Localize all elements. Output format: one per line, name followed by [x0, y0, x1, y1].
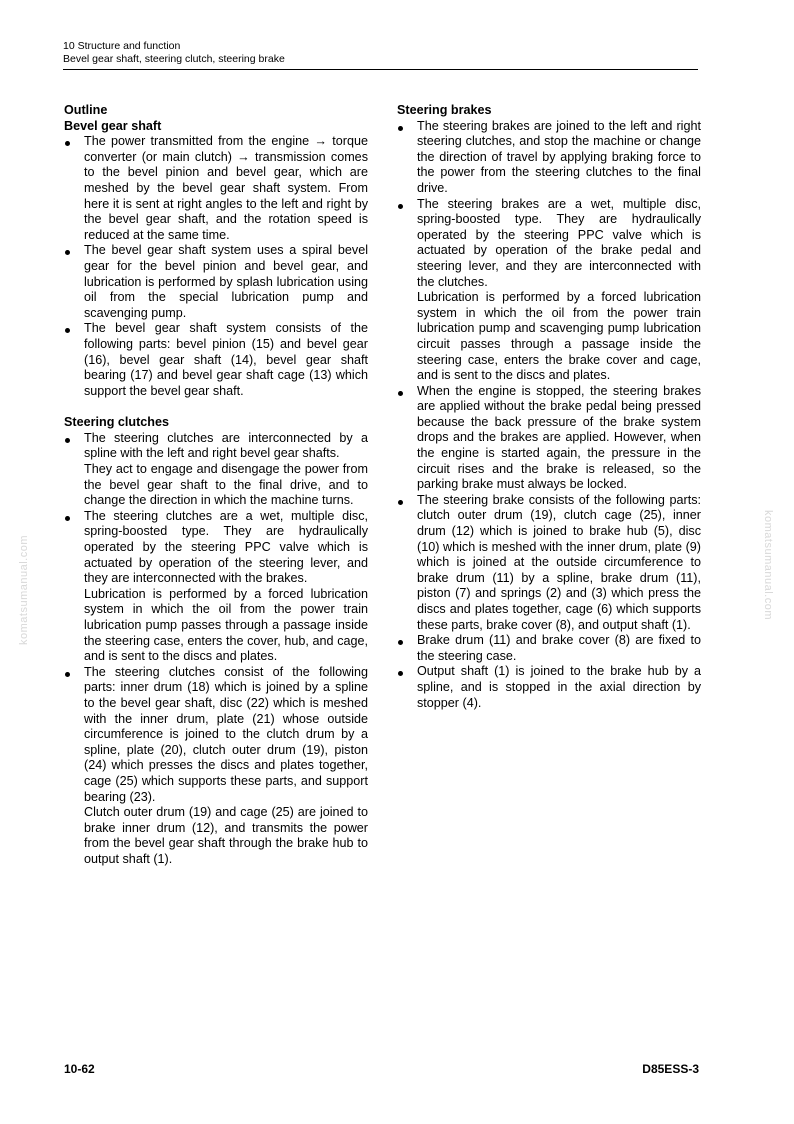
- list-item: Brake drum (11) and brake cover (8) are fixed to the steering case.: [397, 633, 701, 664]
- list-item: When the engine is stopped, the steering brakes are applied without the brake pedal being pressed because the back pressure of the brake system drops and the brakes are applied. However, when the engine is started again, the pressure in the circuit rises and the brake is released, so the parking brake must always be locked.: [397, 384, 701, 493]
- watermark-left: komatsumanual.com: [18, 535, 30, 645]
- list-item: Output shaft (1) is joined to the brake hub by a spline, and is stopped in the axial direction by stopper (4).: [397, 664, 701, 711]
- bevel-gear-shaft-heading: Bevel gear shaft: [64, 118, 162, 133]
- steering-clutches-list: [64, 431, 368, 868]
- header-section-title: 10 Structure and function: [63, 40, 181, 52]
- list-item: The bevel gear shaft system consists of the following parts: bevel pinion (15) and bevel gear (16), bevel gear shaft (14), bevel gear shaft bearing (17) and bevel gear shaft cage (13) which support the bevel gear shaft.: [64, 321, 368, 399]
- list-item: The steering clutches are a wet, multiple disc, spring-boosted type. They are hydraulically operated by the steering PPC valve which is actuated by operation of the steering lever, and they are interconnected with the brakes. Lubrication is performed by a forced lubrication system in which the oil from the power train lubrication pump passes through a passage inside the steering case, enters the cover, hub, and cage, and is sent to the discs and plates.: [64, 509, 368, 665]
- steering-brakes-list: [397, 119, 701, 712]
- list-item: The steering clutches consist of the following parts: inner drum (18) which is joined by a spline to the bevel gear shaft, disc (22) which is meshed with the inner drum, plate (21) whose outside circumference is joined to the clutch drum by a spline, plate (20), clutch outer drum (19), piston (24) which presses the discs and plates together, cage (25) which supports these parts, and support bearing (23). Clutch outer drum (19) and cage (25) are joined to brake inner drum (12), and transmits the power from the bevel gear shaft through the brake hub to output shaft (1).: [64, 665, 368, 868]
- page-number: 10-62: [64, 1062, 95, 1076]
- watermark-right: komatsumanual.com: [762, 510, 774, 620]
- list-item: The steering brakes are a wet, multiple disc, spring-boosted type. They are hydraulically operated by the steering PPC valve which is actuated by operation of the brake pedal and steering lever, and they are interconnected with the clutches. Lubrication is performed by a forced lubrication system in which the oil from the power train lubrication pump and scavenging pump lubrication circuit passes through a passage inside the steering case, enters the brake cover and cage, and is sent to the discs and plates.: [397, 197, 701, 384]
- page-header: [63, 40, 698, 70]
- list-item: The power transmitted from the engine → torque converter (or main clutch) → transmission comes to the bevel pinion and bevel gear, which are meshed by the bevel gear shaft system. From here it is sent at right angles to the left and right by the bevel gear shaft, and the rotation speed is reduced at the same time.: [64, 134, 368, 243]
- section-gap: [64, 399, 368, 415]
- outline-heading: Outline: [64, 103, 108, 117]
- list-item: The steering clutches are interconnected by a spline with the left and right bevel gear shafts. They act to engage and disengage the power from the bevel gear shaft to the final drive, and to change the direction in which the machine turns.: [64, 431, 368, 509]
- bevel-gear-shaft-list: [64, 134, 368, 399]
- header-page-subtitle: Bevel gear shaft, steering clutch, steering brake: [63, 53, 285, 65]
- steering-brakes-heading: Steering brakes: [397, 103, 492, 117]
- left-column: [64, 103, 368, 868]
- list-item: The steering brakes are joined to the left and right steering clutches, and stop the machine or change the direction of travel by applying braking force to the power from the steering clutches to the final drive.: [397, 119, 701, 197]
- list-item: The bevel gear shaft system uses a spiral bevel gear for the bevel pinion and bevel gear, and lubrication is performed by splash lubrication using oil from the special lubrication pump and scavenging pump.: [64, 243, 368, 321]
- list-item: The steering brake consists of the following parts: clutch outer drum (19), clutch cage (25), inner drum (12) which is joined to brake hub (5), disc (10) which is meshed with the inner drum, plate (9) which is joined at the outside circumference to brake drum (11) by a spline, brake drum (11), piston (7) and springs (2) and (3) which press the discs and plates together, cage (6) which supports these parts, brake cover (8), and output shaft (1).: [397, 493, 701, 633]
- right-column: [397, 103, 701, 711]
- steering-clutches-heading: Steering clutches: [64, 415, 169, 430]
- model-code: D85ESS-3: [642, 1062, 699, 1076]
